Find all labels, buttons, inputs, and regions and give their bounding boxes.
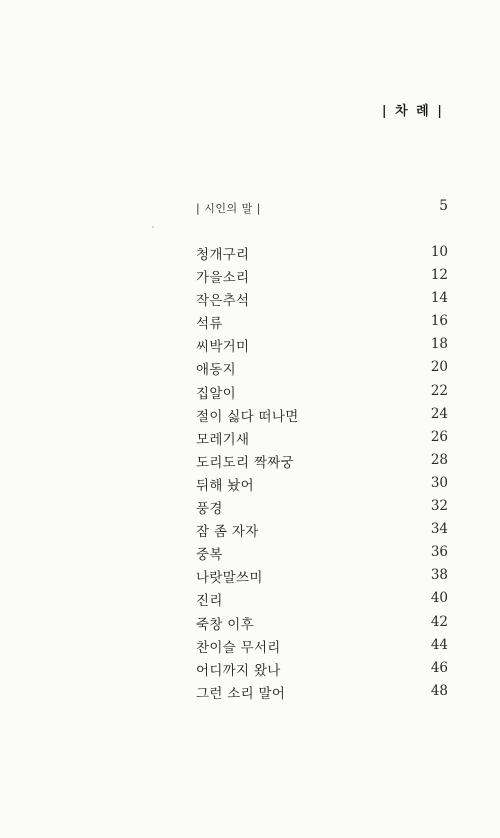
page-title: | 차 례 |: [381, 104, 444, 119]
preface-entry: [196, 198, 448, 218]
toc-entry: [196, 566, 448, 589]
toc-entry-title: 진리: [196, 593, 223, 610]
toc-entry-page: 30: [430, 474, 448, 491]
toc-entry: [196, 474, 448, 497]
toc-entry-page: 34: [430, 521, 448, 538]
toc-entry-title: 절이 싫다 떠나면: [196, 408, 299, 425]
toc-entry-page: 48: [430, 682, 448, 699]
toc-entry-page: 44: [430, 636, 448, 653]
toc-entry-title: 가을소리: [196, 270, 250, 287]
toc-entry: [196, 405, 448, 428]
toc-entry: [196, 289, 448, 312]
toc-entry-page: 14: [430, 290, 448, 307]
toc-entry: [196, 636, 448, 659]
toc-entry-page: 24: [430, 405, 448, 422]
toc-entry-page: 38: [430, 567, 448, 584]
toc-entry: [196, 589, 448, 612]
toc-entry-page: 26: [430, 428, 448, 445]
toc-entry: [196, 382, 448, 405]
toc-entry: [196, 520, 448, 543]
toc-entry-page: 36: [430, 544, 448, 561]
toc-entry-title: 애동지: [196, 362, 237, 379]
toc-entry: [196, 335, 448, 358]
toc-entry-title: 뒤해 놨어: [196, 477, 254, 494]
toc-entry-page: 40: [430, 590, 448, 607]
toc-entry-page: 32: [430, 498, 448, 515]
paper-speck: [152, 226, 154, 228]
toc-entry-title: 풍경: [196, 501, 223, 518]
toc-entry-title: 집알이: [196, 385, 237, 402]
toc-entry-title: 중복: [196, 547, 223, 564]
toc-entry: [196, 613, 448, 636]
toc-entry-page: 46: [430, 659, 448, 676]
toc-entry-title: 작은추석: [196, 293, 250, 310]
toc-entry-page: 18: [430, 336, 448, 353]
toc-entry-title: 씨박거미: [196, 339, 250, 356]
preface-title: | 시인의 말 |: [196, 202, 261, 215]
toc-entry-page: 42: [430, 613, 448, 630]
toc-entry-title: 어디까지 왔나: [196, 662, 281, 679]
toc-entry: [196, 682, 448, 705]
toc-entry-title: 그런 소리 말어: [196, 685, 286, 702]
toc-entry: [196, 451, 448, 474]
toc-entry: [196, 497, 448, 520]
toc-entry: [196, 312, 448, 335]
toc-entry-title: 죽창 이후: [196, 616, 254, 633]
toc-entry-title: 청개구리: [196, 247, 250, 263]
toc-entry: [196, 428, 448, 451]
preface-page-number: 5: [439, 198, 448, 214]
toc-entry-title: 나랏말쓰미: [196, 570, 263, 587]
toc-entry: [196, 659, 448, 682]
toc-entry: [196, 266, 448, 289]
toc-entry-page: 12: [430, 267, 448, 284]
toc-entry-title: 도리도리 짝짜궁: [196, 454, 294, 471]
toc-entry: [196, 358, 448, 381]
toc-entry-title: 찬이슬 무서리: [196, 639, 281, 656]
toc-entry-title: 잠 좀 자자: [196, 524, 259, 541]
toc-entry-page: 20: [430, 359, 448, 376]
toc-entry-page: 10: [430, 244, 448, 260]
toc-entry-page: 28: [430, 451, 448, 468]
toc-entry-title: 모레기새: [196, 431, 250, 448]
toc-entry-title: 석류: [196, 316, 223, 333]
table-of-contents: [196, 243, 448, 705]
toc-entry: [196, 543, 448, 566]
toc-entry-page: 22: [430, 382, 448, 399]
toc-entry-page: 16: [430, 313, 448, 330]
toc-entry: [196, 243, 448, 266]
